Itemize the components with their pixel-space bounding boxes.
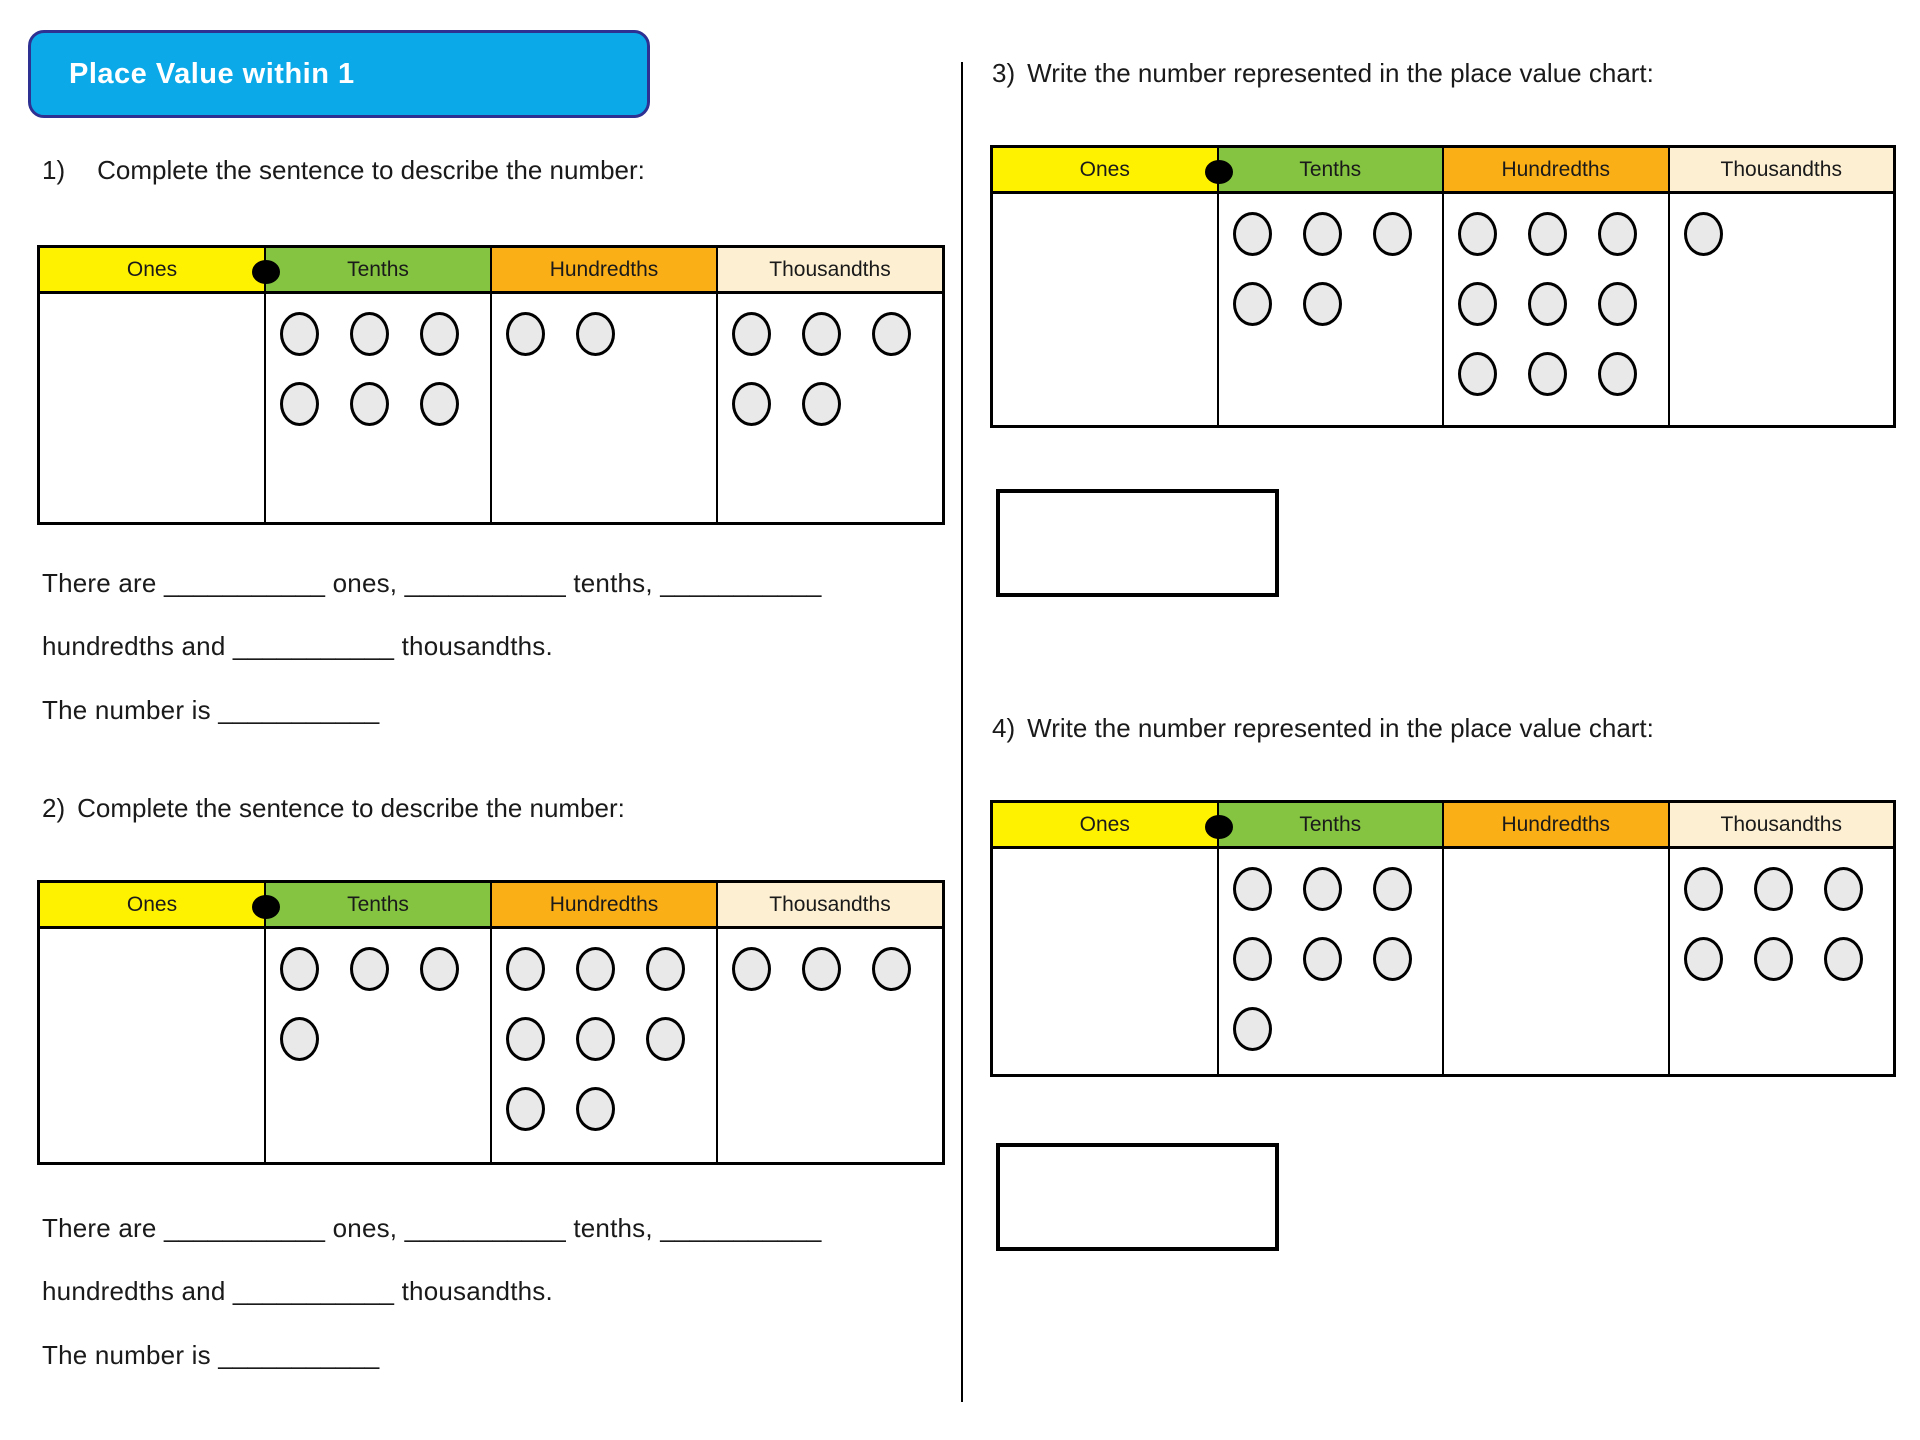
question-3-prompt: Write the number represented in the place value chart: — [1027, 58, 1654, 88]
column-header-ones: Ones — [993, 148, 1219, 191]
decimal-point-dot — [252, 260, 280, 284]
place-value-counter — [1373, 937, 1412, 981]
q2-sentence-line3: The number is ___________ — [42, 1340, 380, 1370]
page-title: Place Value within 1 — [69, 57, 355, 90]
place-value-counter — [1824, 937, 1863, 981]
place-value-counter — [576, 1087, 615, 1131]
place-value-counter — [1233, 282, 1272, 326]
place-value-counter — [350, 947, 389, 991]
place-value-counter — [280, 1017, 319, 1061]
place-value-counter — [420, 382, 459, 426]
place-value-counter — [576, 1017, 615, 1061]
q2-sentence-line1: There are ___________ ones, ___________ tenths, ___________ — [42, 1213, 822, 1243]
question-2-prompt-line — [42, 793, 625, 824]
column-header-thousandths: Thousandths — [718, 883, 942, 926]
place-value-counter — [1373, 867, 1412, 911]
decimal-point-dot — [1205, 815, 1233, 839]
cell-ones — [993, 849, 1219, 1074]
column-header-ones: Ones — [40, 248, 266, 291]
place-value-counter — [1598, 212, 1637, 256]
question-2-number: 2) — [42, 793, 66, 823]
question-3-prompt-line — [992, 58, 1654, 89]
place-value-counter — [1303, 867, 1342, 911]
cell-ones — [40, 294, 266, 522]
place-value-counter — [1303, 937, 1342, 981]
q4-answer-box — [996, 1143, 1279, 1251]
place-value-counter — [1684, 937, 1723, 981]
place-value-counter — [1458, 212, 1497, 256]
place-value-counter — [732, 947, 771, 991]
place-value-chart-1 — [37, 245, 945, 525]
place-value-counter — [280, 382, 319, 426]
place-value-counter — [1233, 212, 1272, 256]
place-value-counter — [802, 947, 841, 991]
place-value-counter — [1754, 937, 1793, 981]
place-value-counter — [802, 312, 841, 356]
place-value-counter — [1684, 867, 1723, 911]
q1-sentence-line1: There are ___________ ones, ___________ tenths, ___________ — [42, 568, 822, 598]
place-value-counter — [1824, 867, 1863, 911]
cell-thousandths — [718, 929, 942, 1162]
column-header-tenths: Tenths — [266, 883, 492, 926]
column-divider — [961, 62, 963, 1402]
place-value-counter — [280, 312, 319, 356]
place-value-chart-2 — [37, 880, 945, 1165]
question-3-number: 3) — [992, 58, 1016, 88]
cell-hundredths — [492, 929, 718, 1162]
cell-hundredths — [492, 294, 718, 522]
cell-tenths — [266, 294, 492, 522]
place-value-counter — [1528, 282, 1567, 326]
place-value-counter — [872, 312, 911, 356]
column-header-thousandths: Thousandths — [1670, 148, 1894, 191]
question-2-prompt: Complete the sentence to describe the number: — [77, 793, 625, 823]
place-value-counter — [872, 947, 911, 991]
cell-tenths — [266, 929, 492, 1162]
column-header-hundredths: Hundredths — [1444, 803, 1670, 846]
q1-sentence-line2: hundredths and ___________ thousandths. — [42, 631, 553, 661]
place-value-chart-3 — [990, 145, 1896, 428]
q1-sentence-line3: The number is ___________ — [42, 695, 380, 725]
column-header-tenths: Tenths — [266, 248, 492, 291]
decimal-point-dot — [1205, 160, 1233, 184]
cell-hundredths — [1444, 849, 1670, 1074]
place-value-counter — [646, 947, 685, 991]
place-value-counter — [1598, 352, 1637, 396]
place-value-counter — [576, 947, 615, 991]
place-value-counter — [732, 312, 771, 356]
place-value-counter — [1528, 212, 1567, 256]
place-value-counter — [802, 382, 841, 426]
place-value-counter — [1458, 282, 1497, 326]
q3-answer-box — [996, 489, 1279, 597]
question-4-prompt-line — [992, 713, 1654, 744]
place-value-counter — [506, 312, 545, 356]
place-value-counter — [420, 947, 459, 991]
place-value-counter — [280, 947, 319, 991]
cell-tenths — [1219, 849, 1445, 1074]
question-1-prompt-line — [42, 155, 645, 186]
column-header-hundredths: Hundredths — [1444, 148, 1670, 191]
place-value-counter — [1598, 282, 1637, 326]
place-value-counter — [1233, 1007, 1272, 1051]
place-value-counter — [350, 382, 389, 426]
cell-ones — [40, 929, 266, 1162]
cell-thousandths — [718, 294, 942, 522]
place-value-counter — [420, 312, 459, 356]
column-header-tenths: Tenths — [1219, 148, 1445, 191]
decimal-point-dot — [252, 895, 280, 919]
column-header-hundredths: Hundredths — [492, 248, 718, 291]
place-value-counter — [1684, 212, 1723, 256]
question-1-number: 1) — [42, 155, 66, 185]
place-value-counter — [1233, 867, 1272, 911]
place-value-counter — [506, 1017, 545, 1061]
place-value-counter — [1303, 282, 1342, 326]
cell-tenths — [1219, 194, 1445, 425]
cell-thousandths — [1670, 194, 1894, 425]
place-value-counter — [1458, 352, 1497, 396]
q2-sentence-line2: hundredths and ___________ thousandths. — [42, 1276, 553, 1306]
cell-ones — [993, 194, 1219, 425]
column-header-ones: Ones — [40, 883, 266, 926]
cell-thousandths — [1670, 849, 1894, 1074]
place-value-counter — [1528, 352, 1567, 396]
place-value-counter — [1754, 867, 1793, 911]
place-value-chart-4 — [990, 800, 1896, 1077]
cell-hundredths — [1444, 194, 1670, 425]
place-value-counter — [646, 1017, 685, 1061]
question-4-prompt: Write the number represented in the place value chart: — [1027, 713, 1654, 743]
column-header-thousandths: Thousandths — [718, 248, 942, 291]
title-banner — [28, 30, 650, 118]
place-value-counter — [1233, 937, 1272, 981]
place-value-counter — [506, 947, 545, 991]
column-header-thousandths: Thousandths — [1670, 803, 1894, 846]
column-header-ones: Ones — [993, 803, 1219, 846]
column-header-hundredths: Hundredths — [492, 883, 718, 926]
place-value-counter — [1303, 212, 1342, 256]
place-value-counter — [732, 382, 771, 426]
question-4-number: 4) — [992, 713, 1016, 743]
place-value-counter — [350, 312, 389, 356]
question-1-prompt: Complete the sentence to describe the number: — [97, 155, 645, 185]
place-value-counter — [576, 312, 615, 356]
place-value-counter — [506, 1087, 545, 1131]
column-header-tenths: Tenths — [1219, 803, 1445, 846]
place-value-counter — [1373, 212, 1412, 256]
